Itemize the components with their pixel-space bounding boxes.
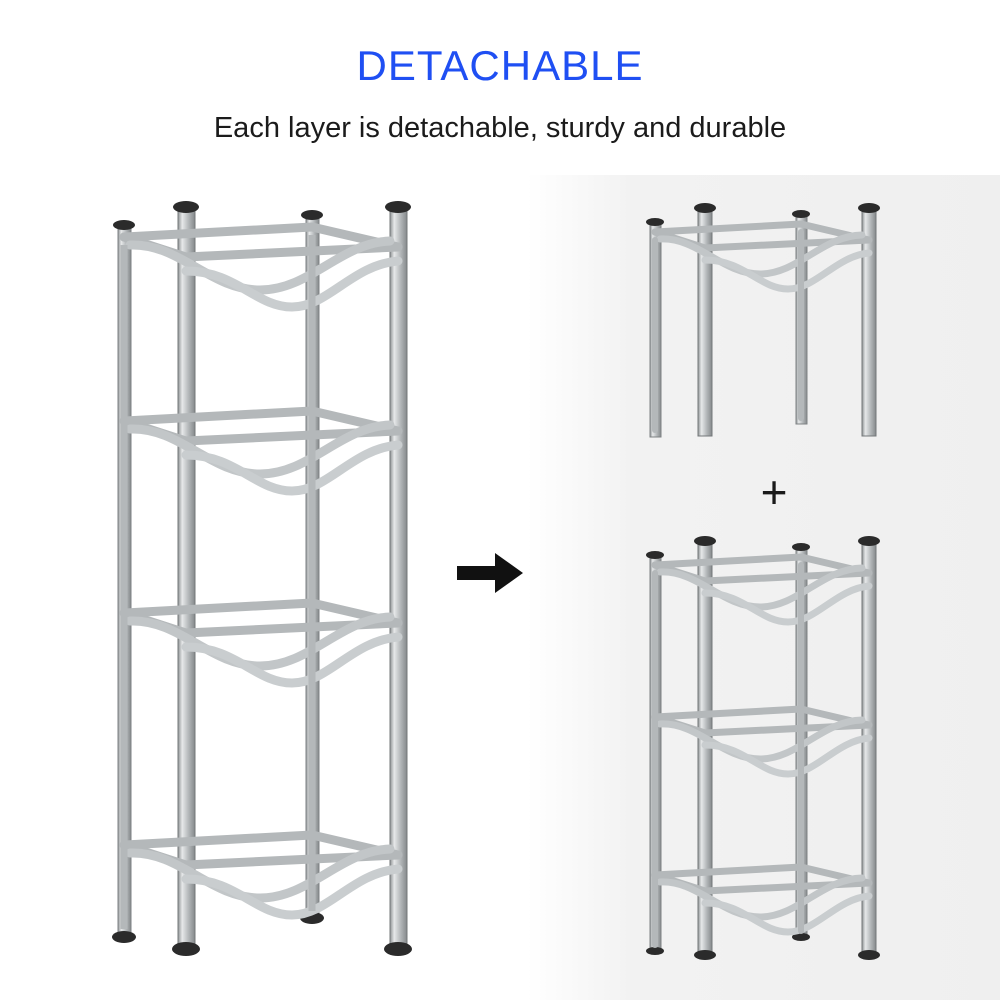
plus-symbol: +	[760, 466, 788, 518]
detached-bottom-module-image	[610, 525, 920, 975]
page-title: DETACHABLE	[356, 42, 644, 89]
assembled-rack-image	[60, 185, 480, 985]
right-arrow-icon	[455, 548, 525, 598]
detached-top-module-image	[610, 190, 920, 455]
page-subtitle: Each layer is detachable, sturdy and durable	[213, 112, 787, 144]
